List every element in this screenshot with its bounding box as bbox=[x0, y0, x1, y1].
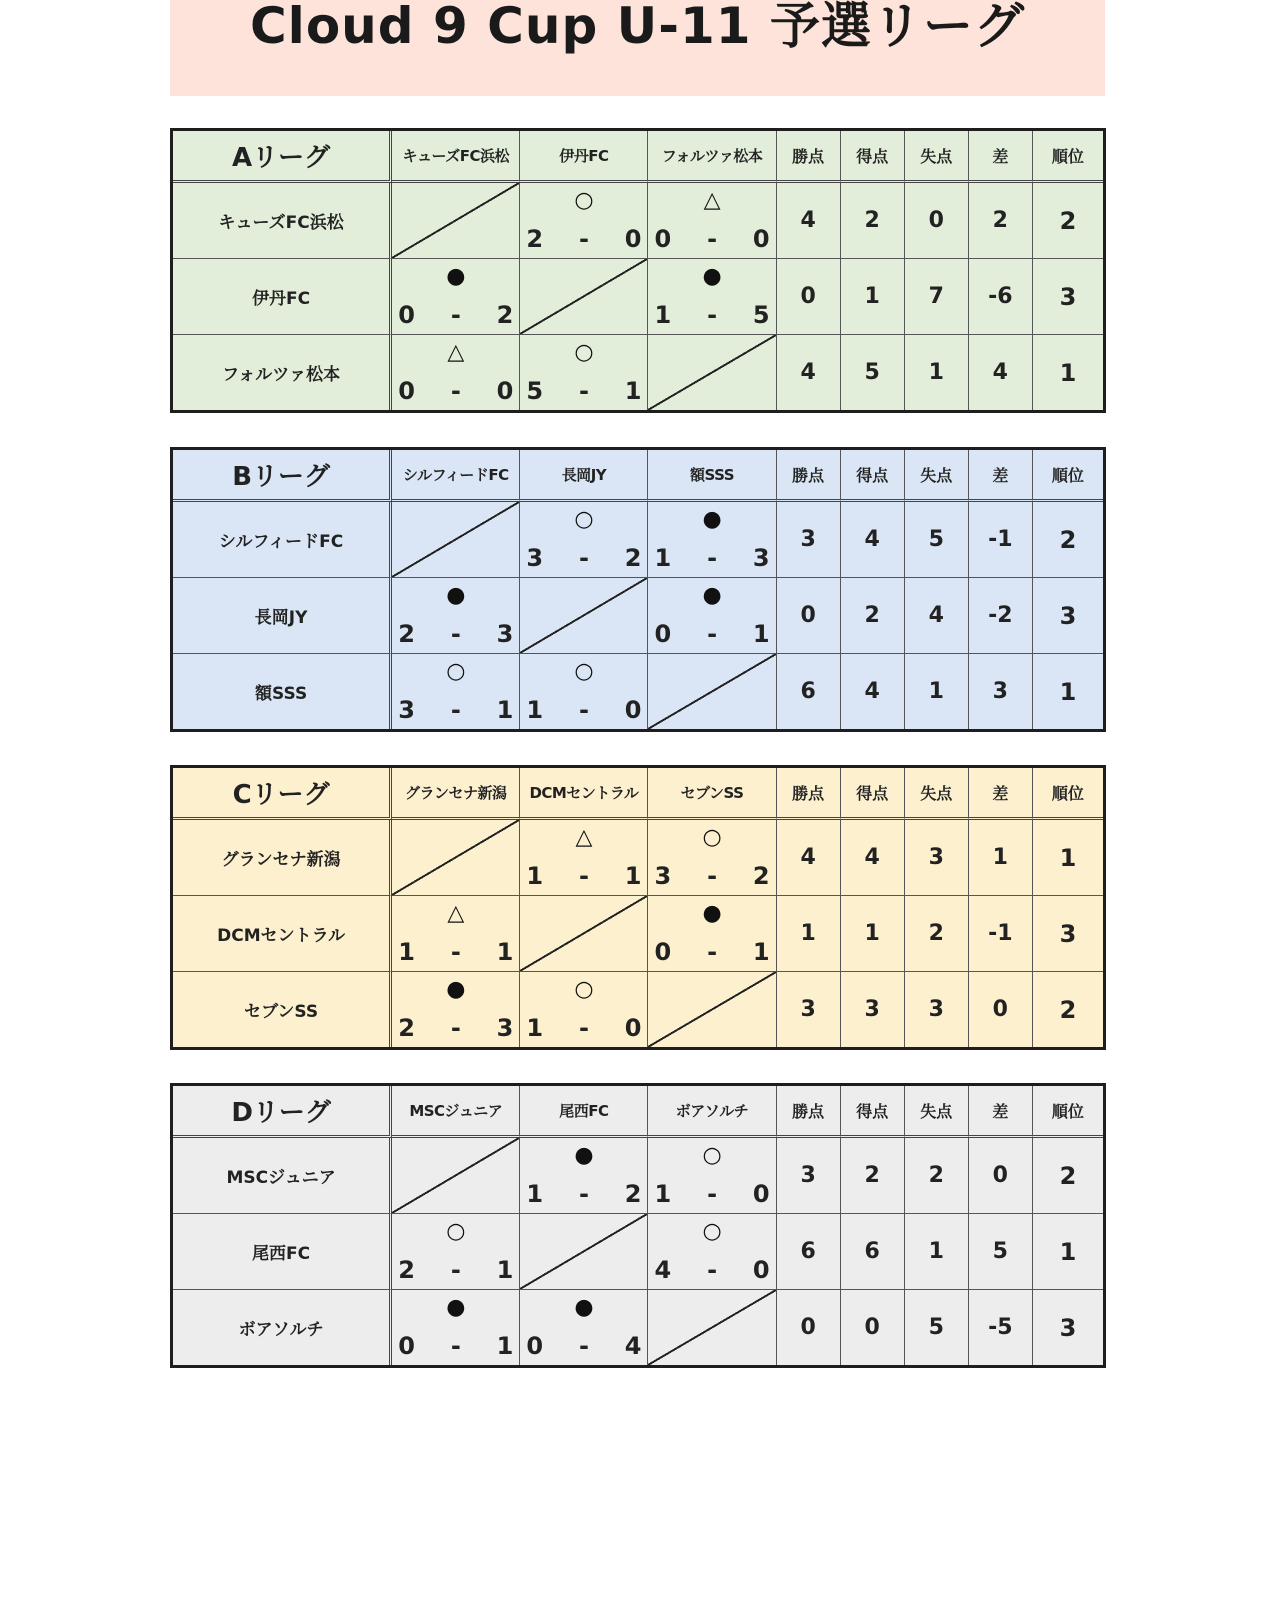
score-away: 2 bbox=[496, 301, 514, 329]
result-symbol-icon: ○ bbox=[446, 659, 466, 684]
goals-against-value: 1 bbox=[905, 1214, 969, 1290]
result-symbol-icon: ● bbox=[702, 901, 722, 926]
column-header: 勝点 bbox=[777, 1086, 841, 1138]
goal-diff-value: -1 bbox=[969, 896, 1033, 972]
league-table bbox=[170, 1083, 1106, 1368]
score-home: 0 bbox=[398, 377, 415, 405]
match-score bbox=[526, 1013, 641, 1043]
score-dash: - bbox=[578, 1014, 589, 1042]
goals-for-value: 6 bbox=[841, 1214, 905, 1290]
result-symbol-icon: ○ bbox=[574, 977, 594, 1002]
match-cell bbox=[648, 820, 776, 896]
score-dash: - bbox=[707, 938, 718, 966]
score-dash: - bbox=[578, 862, 589, 890]
result-symbol-icon: △ bbox=[447, 340, 465, 365]
score-home: 0 bbox=[654, 225, 672, 253]
header-row bbox=[173, 450, 1103, 502]
goals-for-value: 4 bbox=[841, 502, 905, 578]
match-score bbox=[654, 1179, 769, 1209]
rank-value: 2 bbox=[1033, 502, 1103, 578]
match-cell bbox=[520, 1138, 648, 1214]
row-team-name: 伊丹FC bbox=[173, 259, 392, 335]
goals-for-value: 2 bbox=[841, 1138, 905, 1214]
header-row bbox=[173, 131, 1103, 183]
match-score bbox=[654, 937, 769, 967]
self-match-cell bbox=[520, 896, 648, 972]
column-header: 勝点 bbox=[777, 450, 841, 502]
title-banner bbox=[170, 0, 1105, 96]
score-home: 0 bbox=[526, 1332, 544, 1360]
score-home: 1 bbox=[654, 301, 672, 329]
score-away: 0 bbox=[752, 1256, 770, 1284]
result-symbol-icon: ● bbox=[702, 507, 722, 532]
score-home: 4 bbox=[654, 1256, 672, 1284]
table-row bbox=[173, 654, 1103, 729]
row-team-name: MSCジュニア bbox=[173, 1138, 392, 1214]
row-team-name: 長岡JY bbox=[173, 578, 392, 654]
self-match-cell bbox=[392, 502, 520, 578]
match-cell bbox=[392, 1214, 520, 1290]
league-name: Bリーグ bbox=[173, 450, 392, 502]
score-home: 0 bbox=[398, 1332, 415, 1360]
match-cell bbox=[392, 1290, 520, 1365]
goal-diff-value: -5 bbox=[969, 1290, 1033, 1365]
goals-against-value: 1 bbox=[905, 654, 969, 729]
table-row bbox=[173, 578, 1103, 654]
match-score bbox=[526, 1179, 641, 1209]
match-cell bbox=[520, 972, 648, 1047]
self-match-cell bbox=[520, 259, 648, 335]
score-away: 2 bbox=[624, 1180, 642, 1208]
score-dash: - bbox=[450, 1014, 461, 1042]
rank-value: 3 bbox=[1033, 259, 1103, 335]
table-row bbox=[173, 1290, 1103, 1365]
points-value: 6 bbox=[777, 1214, 841, 1290]
rank-value: 3 bbox=[1033, 578, 1103, 654]
table-row bbox=[173, 972, 1103, 1047]
match-score bbox=[654, 543, 769, 573]
rank-value: 1 bbox=[1033, 335, 1103, 410]
score-away: 0 bbox=[624, 1014, 642, 1042]
column-header: 失点 bbox=[905, 768, 969, 820]
score-dash: - bbox=[578, 1332, 589, 1360]
score-home: 1 bbox=[526, 696, 544, 724]
match-cell bbox=[648, 183, 776, 259]
match-score bbox=[654, 1255, 769, 1285]
score-away: 0 bbox=[752, 225, 770, 253]
result-symbol-icon: ○ bbox=[702, 1219, 722, 1244]
score-home: 0 bbox=[654, 938, 672, 966]
table-row bbox=[173, 820, 1103, 896]
score-home: 3 bbox=[398, 696, 415, 724]
result-symbol-icon: ● bbox=[574, 1295, 594, 1320]
column-header: 順位 bbox=[1033, 131, 1103, 183]
column-team: キューズFC浜松 bbox=[392, 131, 520, 183]
column-header: 順位 bbox=[1033, 1086, 1103, 1138]
result-symbol-icon: ○ bbox=[574, 659, 594, 684]
points-value: 4 bbox=[777, 820, 841, 896]
goal-diff-value: 5 bbox=[969, 1214, 1033, 1290]
rank-value: 3 bbox=[1033, 896, 1103, 972]
score-dash: - bbox=[707, 1180, 718, 1208]
goals-against-value: 3 bbox=[905, 820, 969, 896]
goals-for-value: 1 bbox=[841, 896, 905, 972]
column-header: 順位 bbox=[1033, 768, 1103, 820]
match-score bbox=[398, 376, 513, 406]
rank-value: 1 bbox=[1033, 820, 1103, 896]
row-team-name: セブンSS bbox=[173, 972, 392, 1047]
score-away: 0 bbox=[496, 377, 514, 405]
score-dash: - bbox=[450, 1256, 461, 1284]
column-team: シルフィードFC bbox=[392, 450, 520, 502]
result-symbol-icon: △ bbox=[703, 188, 721, 213]
match-score bbox=[398, 695, 513, 725]
goal-diff-value: 3 bbox=[969, 654, 1033, 729]
score-away: 1 bbox=[496, 1256, 514, 1284]
table-row bbox=[173, 259, 1103, 335]
league-table bbox=[170, 447, 1106, 732]
score-home: 3 bbox=[526, 544, 544, 572]
row-team-name: ボアソルチ bbox=[173, 1290, 392, 1365]
self-match-cell bbox=[648, 1290, 776, 1365]
match-cell bbox=[648, 1214, 776, 1290]
points-value: 4 bbox=[777, 335, 841, 410]
column-header: 得点 bbox=[841, 1086, 905, 1138]
score-home: 1 bbox=[526, 1180, 544, 1208]
match-cell bbox=[392, 335, 520, 410]
result-symbol-icon: △ bbox=[575, 825, 593, 850]
score-home: 0 bbox=[398, 301, 415, 329]
rank-value: 2 bbox=[1033, 1138, 1103, 1214]
league-table bbox=[170, 128, 1106, 413]
match-cell bbox=[648, 1138, 776, 1214]
match-cell bbox=[648, 896, 776, 972]
column-team: ボアソルチ bbox=[648, 1086, 776, 1138]
score-home: 2 bbox=[398, 620, 415, 648]
column-team: MSCジュニア bbox=[392, 1086, 520, 1138]
page-title: Cloud 9 Cup U-11 予選リーグ bbox=[249, 0, 1025, 55]
points-value: 4 bbox=[777, 183, 841, 259]
match-cell bbox=[520, 502, 648, 578]
column-team: セブンSS bbox=[648, 768, 776, 820]
match-score bbox=[654, 224, 769, 254]
goals-against-value: 7 bbox=[905, 259, 969, 335]
result-symbol-icon: ○ bbox=[574, 340, 594, 365]
score-away: 3 bbox=[496, 620, 514, 648]
table-row bbox=[173, 335, 1103, 410]
column-header: 勝点 bbox=[777, 131, 841, 183]
result-symbol-icon: ● bbox=[574, 1143, 594, 1168]
score-dash: - bbox=[707, 301, 718, 329]
score-away: 1 bbox=[496, 1332, 514, 1360]
score-away: 1 bbox=[624, 862, 642, 890]
column-team: 尾西FC bbox=[520, 1086, 648, 1138]
points-value: 0 bbox=[777, 1290, 841, 1365]
rank-value: 1 bbox=[1033, 654, 1103, 729]
score-away: 1 bbox=[752, 938, 770, 966]
table-row bbox=[173, 896, 1103, 972]
score-dash: - bbox=[578, 225, 589, 253]
match-cell bbox=[520, 820, 648, 896]
score-away: 1 bbox=[752, 620, 770, 648]
goals-for-value: 0 bbox=[841, 1290, 905, 1365]
match-cell bbox=[648, 502, 776, 578]
goals-for-value: 1 bbox=[841, 259, 905, 335]
league-name: Aリーグ bbox=[173, 131, 392, 183]
score-away: 2 bbox=[752, 862, 770, 890]
score-dash: - bbox=[450, 377, 461, 405]
score-home: 2 bbox=[526, 225, 544, 253]
league-name: Dリーグ bbox=[173, 1086, 392, 1138]
row-team-name: 尾西FC bbox=[173, 1214, 392, 1290]
score-dash: - bbox=[578, 696, 589, 724]
rank-value: 1 bbox=[1033, 1214, 1103, 1290]
league-name: Cリーグ bbox=[173, 768, 392, 820]
table-row bbox=[173, 502, 1103, 578]
column-team: DCMセントラル bbox=[520, 768, 648, 820]
score-away: 1 bbox=[496, 696, 514, 724]
header-row bbox=[173, 1086, 1103, 1138]
match-cell bbox=[520, 654, 648, 729]
score-home: 1 bbox=[654, 1180, 672, 1208]
match-score bbox=[398, 937, 513, 967]
goals-for-value: 2 bbox=[841, 183, 905, 259]
goals-against-value: 3 bbox=[905, 972, 969, 1047]
score-away: 1 bbox=[496, 938, 514, 966]
goals-against-value: 5 bbox=[905, 1290, 969, 1365]
goal-diff-value: 2 bbox=[969, 183, 1033, 259]
result-symbol-icon: ○ bbox=[446, 1219, 466, 1244]
score-away: 1 bbox=[624, 377, 642, 405]
goals-for-value: 2 bbox=[841, 578, 905, 654]
match-score bbox=[526, 224, 641, 254]
goals-against-value: 1 bbox=[905, 335, 969, 410]
league-table bbox=[170, 765, 1106, 1050]
match-score bbox=[398, 1331, 513, 1361]
table-row bbox=[173, 1214, 1103, 1290]
column-header: 得点 bbox=[841, 450, 905, 502]
goal-diff-value: 1 bbox=[969, 820, 1033, 896]
goals-for-value: 4 bbox=[841, 820, 905, 896]
score-home: 1 bbox=[526, 862, 544, 890]
score-dash: - bbox=[707, 544, 718, 572]
goals-against-value: 2 bbox=[905, 1138, 969, 1214]
score-away: 0 bbox=[624, 696, 642, 724]
match-cell bbox=[392, 259, 520, 335]
column-header: 得点 bbox=[841, 131, 905, 183]
match-cell bbox=[392, 654, 520, 729]
match-score bbox=[526, 695, 641, 725]
score-dash: - bbox=[450, 938, 461, 966]
score-home: 1 bbox=[398, 938, 415, 966]
result-symbol-icon: ● bbox=[446, 583, 466, 608]
result-symbol-icon: ● bbox=[702, 264, 722, 289]
match-cell bbox=[520, 183, 648, 259]
row-team-name: シルフィードFC bbox=[173, 502, 392, 578]
goals-for-value: 5 bbox=[841, 335, 905, 410]
column-header: 失点 bbox=[905, 450, 969, 502]
row-team-name: 額SSS bbox=[173, 654, 392, 729]
match-cell bbox=[392, 972, 520, 1047]
score-dash: - bbox=[450, 1332, 461, 1360]
self-match-cell bbox=[520, 1214, 648, 1290]
self-match-cell bbox=[648, 972, 776, 1047]
points-value: 3 bbox=[777, 972, 841, 1047]
match-score bbox=[654, 300, 769, 330]
goals-against-value: 2 bbox=[905, 896, 969, 972]
score-home: 5 bbox=[526, 377, 544, 405]
goals-for-value: 4 bbox=[841, 654, 905, 729]
match-cell bbox=[648, 259, 776, 335]
result-symbol-icon: △ bbox=[447, 901, 465, 926]
goal-diff-value: -6 bbox=[969, 259, 1033, 335]
result-symbol-icon: ○ bbox=[574, 188, 594, 213]
column-team: 額SSS bbox=[648, 450, 776, 502]
match-score bbox=[398, 1013, 513, 1043]
match-cell bbox=[520, 1290, 648, 1365]
result-symbol-icon: ○ bbox=[702, 825, 722, 850]
rank-value: 2 bbox=[1033, 972, 1103, 1047]
score-dash: - bbox=[450, 620, 461, 648]
result-symbol-icon: ● bbox=[702, 583, 722, 608]
rank-value: 2 bbox=[1033, 183, 1103, 259]
score-home: 2 bbox=[398, 1256, 415, 1284]
score-dash: - bbox=[578, 544, 589, 572]
table-row bbox=[173, 183, 1103, 259]
points-value: 6 bbox=[777, 654, 841, 729]
column-header: 失点 bbox=[905, 131, 969, 183]
goal-diff-value: 4 bbox=[969, 335, 1033, 410]
points-value: 0 bbox=[777, 259, 841, 335]
match-score bbox=[526, 1331, 641, 1361]
rank-value: 3 bbox=[1033, 1290, 1103, 1365]
match-score bbox=[526, 861, 641, 891]
match-score bbox=[526, 376, 641, 406]
score-home: 1 bbox=[526, 1014, 544, 1042]
row-team-name: DCMセントラル bbox=[173, 896, 392, 972]
score-home: 0 bbox=[654, 620, 672, 648]
points-value: 0 bbox=[777, 578, 841, 654]
score-away: 2 bbox=[624, 544, 642, 572]
header-row bbox=[173, 768, 1103, 820]
goal-diff-value: 0 bbox=[969, 1138, 1033, 1214]
goals-for-value: 3 bbox=[841, 972, 905, 1047]
goal-diff-value: 0 bbox=[969, 972, 1033, 1047]
self-match-cell bbox=[648, 654, 776, 729]
column-header: 得点 bbox=[841, 768, 905, 820]
goals-against-value: 4 bbox=[905, 578, 969, 654]
column-header: 差 bbox=[969, 131, 1033, 183]
match-cell bbox=[520, 335, 648, 410]
result-symbol-icon: ● bbox=[446, 977, 466, 1002]
match-cell bbox=[392, 896, 520, 972]
score-dash: - bbox=[707, 620, 718, 648]
self-match-cell bbox=[392, 820, 520, 896]
result-symbol-icon: ● bbox=[446, 264, 466, 289]
score-away: 3 bbox=[752, 544, 770, 572]
score-dash: - bbox=[707, 225, 718, 253]
self-match-cell bbox=[392, 183, 520, 259]
result-symbol-icon: ○ bbox=[702, 1143, 722, 1168]
score-dash: - bbox=[578, 1180, 589, 1208]
score-dash: - bbox=[707, 1256, 718, 1284]
score-home: 1 bbox=[654, 544, 672, 572]
row-team-name: キューズFC浜松 bbox=[173, 183, 392, 259]
result-symbol-icon: ○ bbox=[574, 507, 594, 532]
score-away: 4 bbox=[624, 1332, 642, 1360]
points-value: 3 bbox=[777, 502, 841, 578]
column-team: 伊丹FC bbox=[520, 131, 648, 183]
score-dash: - bbox=[578, 377, 589, 405]
column-header: 差 bbox=[969, 1086, 1033, 1138]
score-dash: - bbox=[450, 301, 461, 329]
score-home: 3 bbox=[654, 862, 672, 890]
self-match-cell bbox=[392, 1138, 520, 1214]
self-match-cell bbox=[648, 335, 776, 410]
column-header: 勝点 bbox=[777, 768, 841, 820]
score-away: 0 bbox=[624, 225, 642, 253]
score-away: 0 bbox=[752, 1180, 770, 1208]
goal-diff-value: -2 bbox=[969, 578, 1033, 654]
result-symbol-icon: ● bbox=[446, 1295, 466, 1320]
match-cell bbox=[648, 578, 776, 654]
column-header: 差 bbox=[969, 450, 1033, 502]
column-header: 差 bbox=[969, 768, 1033, 820]
points-value: 3 bbox=[777, 1138, 841, 1214]
goals-against-value: 0 bbox=[905, 183, 969, 259]
column-team: 長岡JY bbox=[520, 450, 648, 502]
row-team-name: グランセナ新潟 bbox=[173, 820, 392, 896]
self-match-cell bbox=[520, 578, 648, 654]
score-home: 2 bbox=[398, 1014, 415, 1042]
score-dash: - bbox=[450, 696, 461, 724]
score-dash: - bbox=[707, 862, 718, 890]
column-team: グランセナ新潟 bbox=[392, 768, 520, 820]
column-header: 失点 bbox=[905, 1086, 969, 1138]
score-away: 5 bbox=[752, 301, 770, 329]
points-value: 1 bbox=[777, 896, 841, 972]
score-away: 3 bbox=[496, 1014, 514, 1042]
table-row bbox=[173, 1138, 1103, 1214]
match-score bbox=[398, 619, 513, 649]
goals-against-value: 5 bbox=[905, 502, 969, 578]
match-score bbox=[398, 1255, 513, 1285]
column-team: フォルツァ松本 bbox=[648, 131, 776, 183]
row-team-name: フォルツァ松本 bbox=[173, 335, 392, 410]
match-cell bbox=[392, 578, 520, 654]
goal-diff-value: -1 bbox=[969, 502, 1033, 578]
match-score bbox=[398, 300, 513, 330]
match-score bbox=[526, 543, 641, 573]
match-score bbox=[654, 861, 769, 891]
column-header: 順位 bbox=[1033, 450, 1103, 502]
match-score bbox=[654, 619, 769, 649]
